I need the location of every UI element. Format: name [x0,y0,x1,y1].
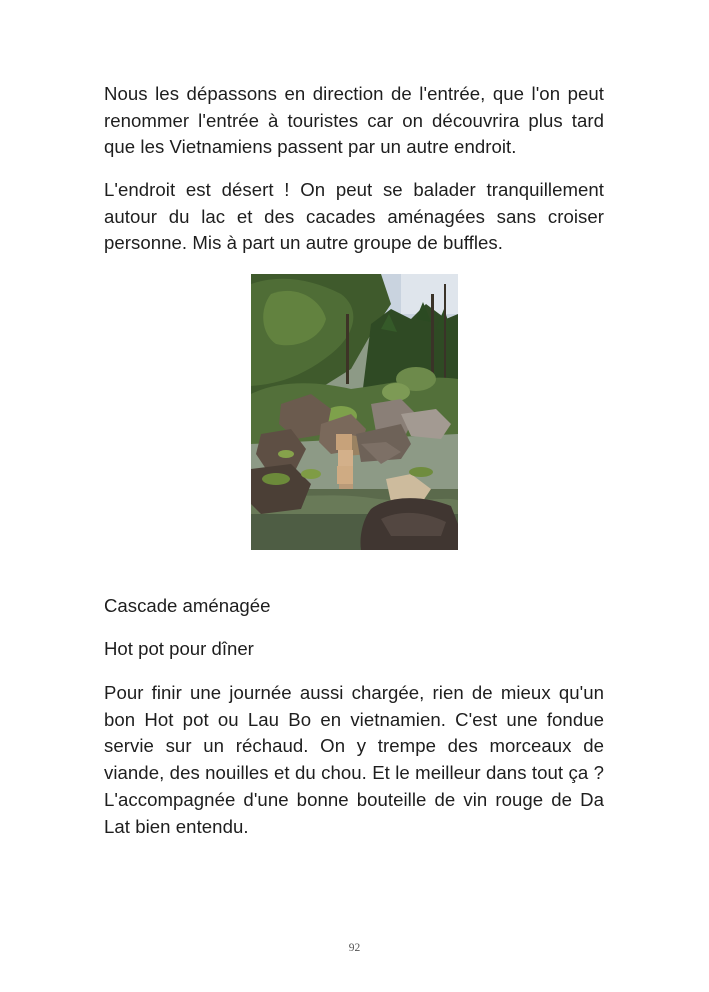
cascade-photo [251,274,458,550]
paragraph-hot-pot: Pour finir une journée aussi chargée, rien de mieux qu'un bon Hot pot ou Lau Bo en vietnamien. C'est une fondue servie sur un réchaud. On y trempe des morceaux de viande, des nouilles et du chou. Et le meilleur dans tout ça ? L'accompagnée d'une bonne bouteille de vin rouge de Da Lat bien entendu. [104,682,604,837]
paragraph-deserted-place: L'endroit est désert ! On peut se balader tranquillement autour du lac et des cacades aménagées sans croiser personne. Mis à part un autre groupe de buffles. [104,179,604,254]
figure-caption: Cascade aménagée [104,595,271,616]
page-number: 92 [348,942,361,954]
section-heading: Hot pot pour dîner [104,638,254,659]
paragraph-entrance: Nous les dépassons en direction de l'entrée, que l'on peut renommer l'entrée à touristes car on découvrira plus tard que les Vietnamiens passent par un autre endroit. [104,83,604,158]
